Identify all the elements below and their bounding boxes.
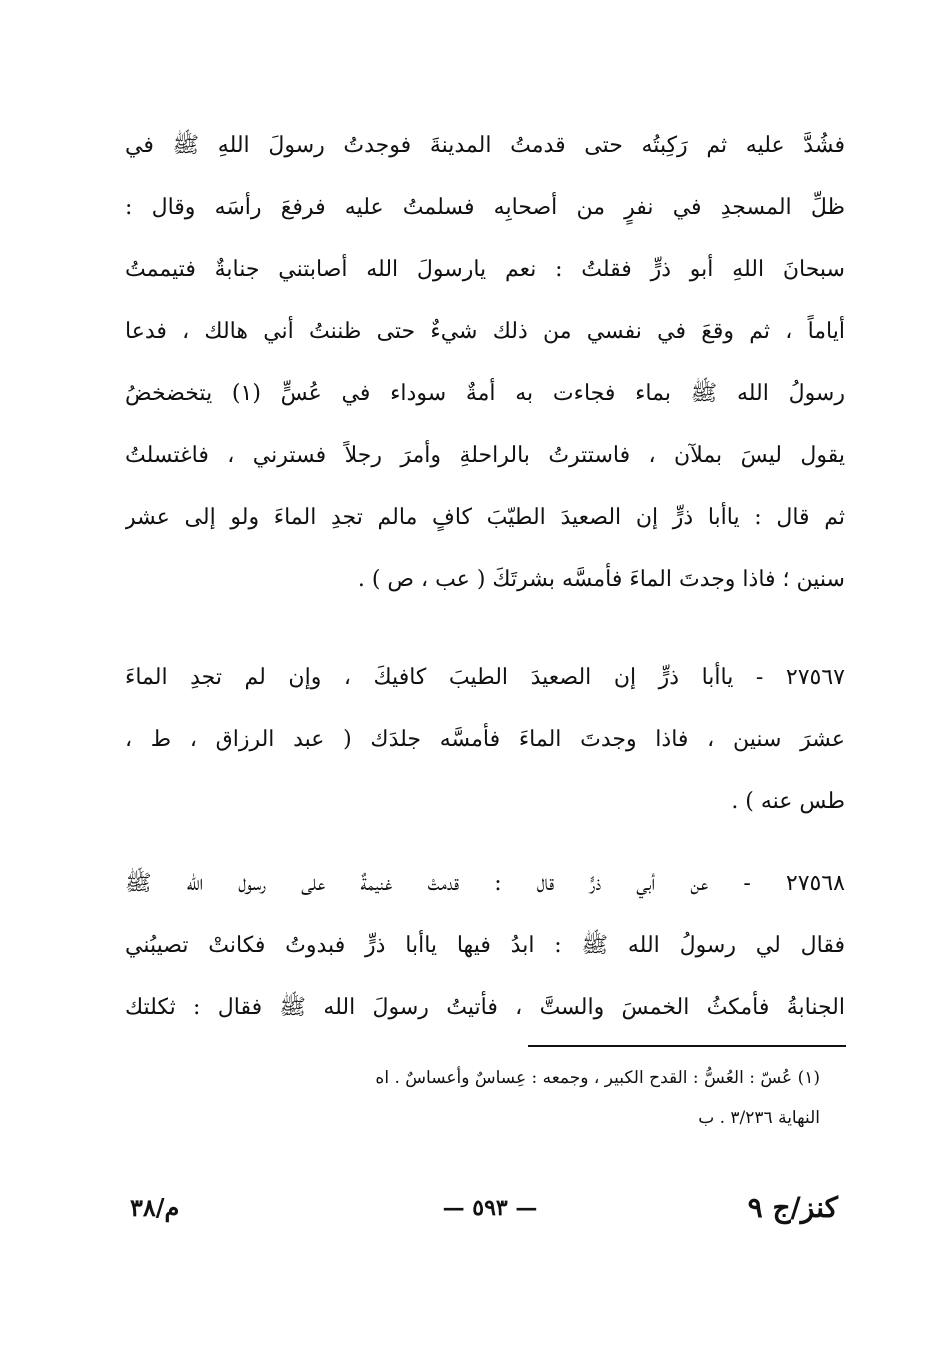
text-line: ظلِّ المسجدِ في نفرٍ من أصحابِه فسلمتُ عليه فرفعَ رأسَه وقال : xyxy=(125,195,845,220)
footnote-text: (١) عُسّ : العُسُّ : القدح الكبير ، وجمعه : عِساسٌ وأعساسٌ . اه xyxy=(375,1068,820,1088)
paragraph-hadith-27567 xyxy=(125,647,845,833)
paragraph-hadith-27568 xyxy=(125,853,845,1039)
signature-mark: م/٣٨ xyxy=(130,1193,180,1222)
text-line: ٢٧٥٦٧ - ياأبا ذرٍّ إن الصعيدَ الطيبَ كافيكَ ، وإن لم تجدِ الماءَ xyxy=(125,665,845,690)
text-line: فشُدَّ عليه ثم رَكِبتُه حتى قدمتُ المدينةَ فوجدتُ رسولَ اللهِ ﷺ في xyxy=(125,133,845,158)
text-line: طس عنه ) . xyxy=(731,789,845,814)
text-line: ثم قال : ياأبا ذرٍّ إن الصعيدَ الطيّبَ كافٍ مالم تجدِ الماءَ ولو إلى عشر xyxy=(125,505,845,530)
text-line: عشرَ سنين ، فاذا وجدتَ الماءَ فأمسَّه جلدَك ( عبد الرزاق ، ط ، xyxy=(125,727,845,752)
volume-label: كنز/ج ٩ xyxy=(747,1191,838,1224)
footnote-source: النهاية ٣/٢٣٦ . ب xyxy=(698,1108,820,1128)
text-line: سنين ؛ فاذا وجدتَ الماءَ فأمسَّه بشرتَكَ ( عب ، ص ) . xyxy=(357,567,845,592)
paragraph-hadith-continuation xyxy=(125,115,845,611)
text-line: فقال لي رسولُ الله ﷺ : ابدُ فيها ياأبا ذرٍّ فبدوتُ فكانتْ تصيبُني xyxy=(125,933,845,958)
text-line: أياماً ، ثم وقعَ في نفسي من ذلك شيءٌ حتى ظننتُ أني هالك ، فدعا xyxy=(125,319,845,344)
text-line: رسولُ الله ﷺ بماء فجاءت به أمةٌ سوداء في عُسٍّ (١) يتخضخضُ xyxy=(125,381,845,406)
footnote-divider xyxy=(528,1045,846,1047)
text-line: ٢٧٥٦٨ - عن أبي ذرٍّ قال : قدمتْ غنيمةٌ على رسول الله ﷺ xyxy=(125,871,845,896)
text-line: سبحانَ اللهِ أبو ذرٍّ فقلتُ : نعم يارسولَ الله أصابتني جنابةٌ فتيممتُ xyxy=(125,257,845,282)
text-line: الجنابةُ فأمكثُ الخمسَ والستَّ ، فأتيتُ رسولَ الله ﷺ فقال : ثكلتك xyxy=(125,995,845,1020)
page-number: — ٥٩٣ — xyxy=(442,1195,538,1221)
text-line: يقول ليسَ بملآن ، فاستترتُ بالراحلةِ وأمرَ رجلاً فسترني ، فاغتسلتُ xyxy=(125,443,845,468)
